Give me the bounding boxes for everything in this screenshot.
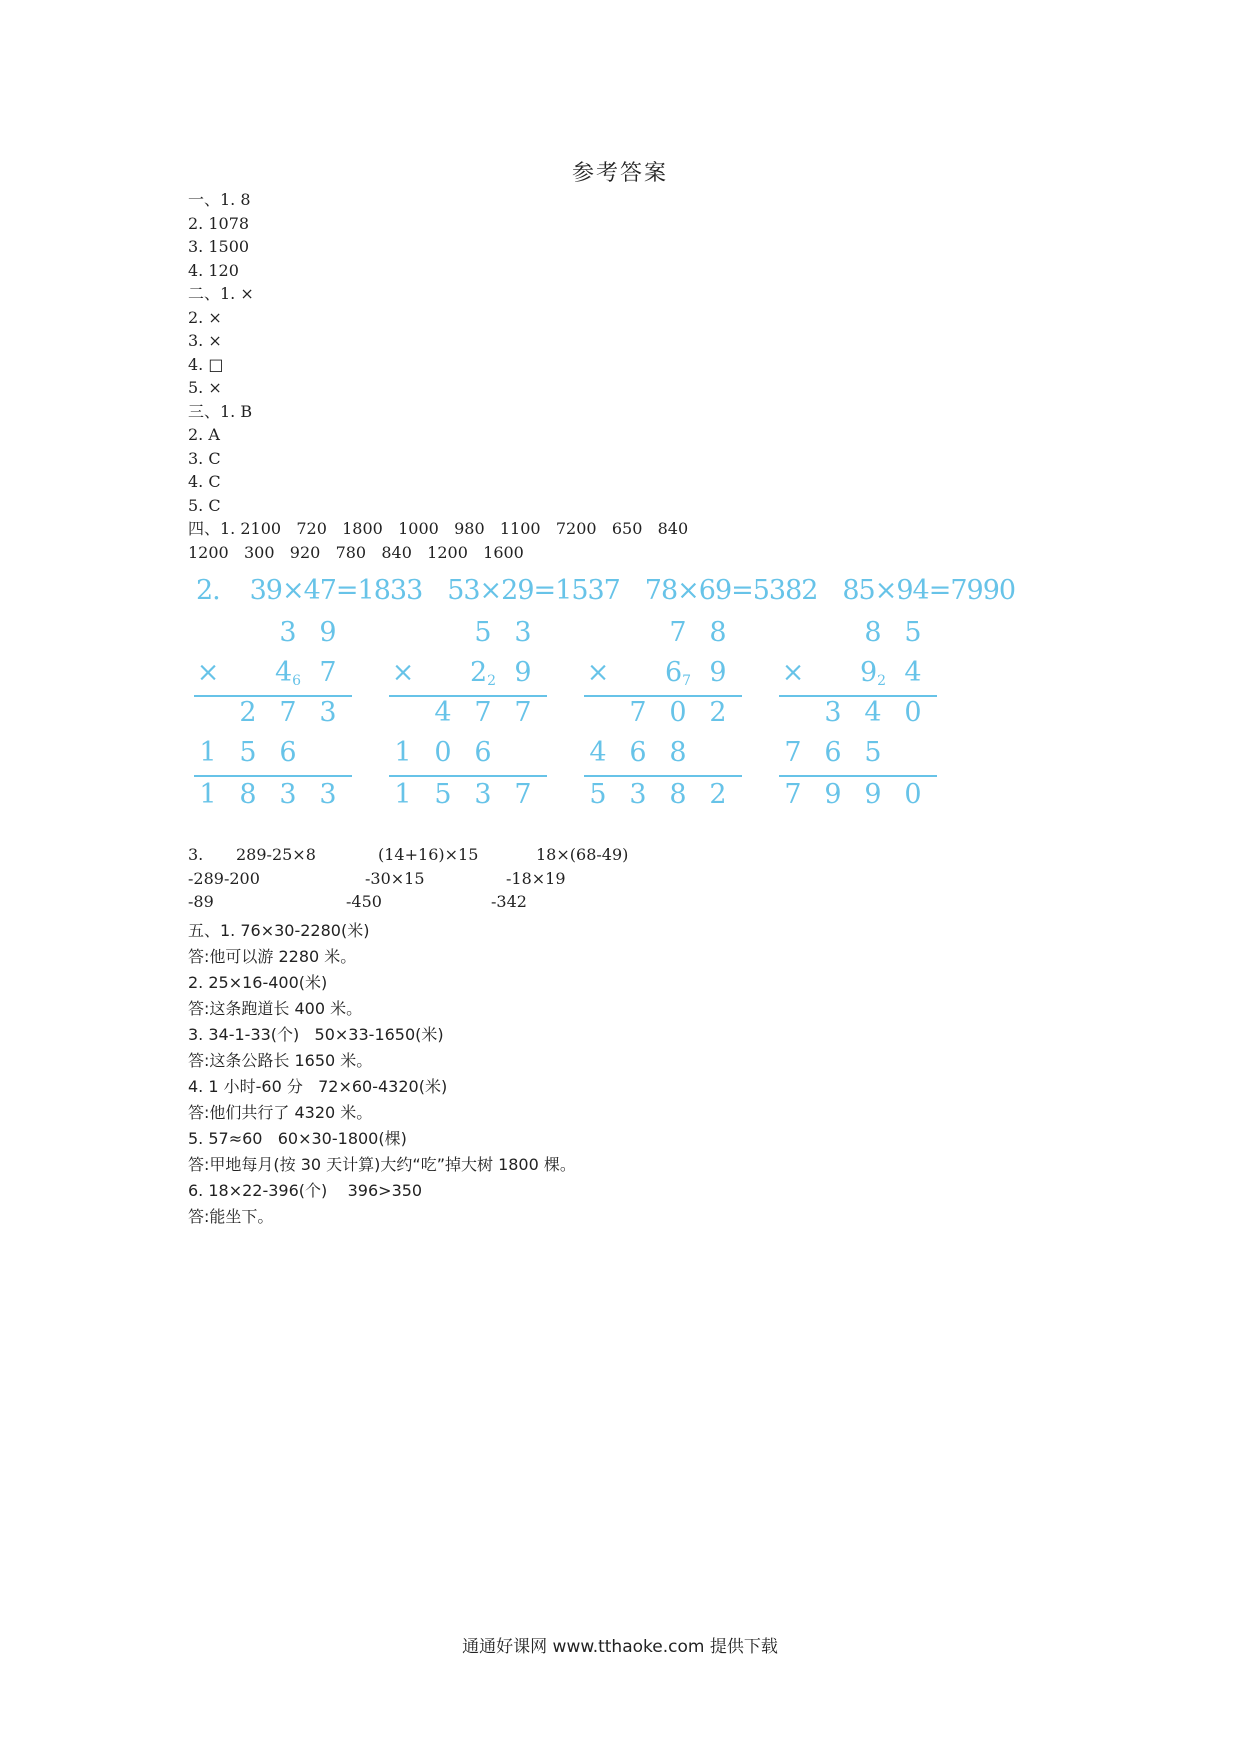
calc-digit: 0 bbox=[904, 779, 922, 810]
calc-digit: 9 bbox=[709, 657, 727, 688]
calc-row-p2 bbox=[773, 737, 938, 777]
q3-result: -342 bbox=[491, 892, 527, 911]
answer-line: 四、1. 2100 720 1800 1000 980 1100 7200 650 840 bbox=[188, 519, 689, 538]
calc-digit: 5 bbox=[864, 737, 882, 768]
answer-line: 答:他可以游 2280 米。 bbox=[188, 947, 357, 966]
answer-line: 2. A bbox=[188, 425, 220, 444]
equation: 78×69=5382 bbox=[644, 575, 818, 606]
calc-digit: 7 bbox=[514, 779, 532, 810]
q3-expr: 18×(68-49) bbox=[536, 845, 629, 864]
answer-line: 4. 1 小时-60 分 72×60-4320(米) bbox=[188, 1077, 448, 1096]
answer-line: 2. 1078 bbox=[188, 213, 250, 233]
answer-line: 3. 34-1-33(个) 50×33-1650(米) bbox=[188, 1025, 444, 1044]
calc-digit: 9 bbox=[514, 657, 532, 688]
times-sign: × bbox=[196, 657, 220, 688]
calc-row-p2 bbox=[383, 737, 548, 777]
carry-digit: 2 bbox=[877, 673, 887, 689]
calc-digit: $4_6$ bbox=[274, 657, 302, 689]
calc-rule bbox=[389, 775, 547, 777]
answer-line: 答:甲地每月(按 30 天计算)大约“吃”掉大树 1800 棵。 bbox=[188, 1155, 576, 1174]
equation: 53×29=1537 bbox=[447, 575, 620, 606]
times-sign: × bbox=[391, 657, 415, 688]
calc-digit: 1 bbox=[394, 779, 412, 810]
calc-digit: 6 bbox=[474, 737, 492, 768]
equation: 85×94=7990 bbox=[842, 575, 1016, 606]
answer-line: 三、1. B bbox=[188, 401, 253, 421]
calc-digit: 8 bbox=[864, 617, 882, 648]
calc-digit: 0 bbox=[434, 737, 452, 768]
answer-line: 2. 25×16-400(米) bbox=[188, 973, 328, 992]
carry-digit: 7 bbox=[682, 673, 692, 689]
answer-line: 五、1. 76×30-2280(米) bbox=[188, 921, 370, 940]
calc-digit: 3 bbox=[319, 779, 337, 810]
calc-digit: 3 bbox=[514, 617, 532, 648]
answer-line: 5. 57≈60 60×30-1800(棵) bbox=[188, 1129, 407, 1148]
calc-digit: 3 bbox=[319, 697, 337, 728]
calc-digit: 5 bbox=[904, 617, 922, 648]
q3-step: -18×19 bbox=[506, 868, 566, 888]
calc-row-mul bbox=[578, 657, 743, 697]
answer-line: 2. × bbox=[188, 307, 222, 327]
calc-digit: 8 bbox=[669, 779, 687, 810]
calc-rule bbox=[194, 775, 352, 777]
calc-digit: 9 bbox=[319, 617, 337, 648]
calc-digit: 3 bbox=[824, 697, 842, 728]
answer-line: 1200 300 920 780 840 1200 1600 bbox=[188, 542, 524, 562]
calc-row-top bbox=[773, 617, 938, 657]
answer-line: 3. × bbox=[188, 331, 222, 350]
calc-digit: 9 bbox=[824, 779, 842, 810]
calc-rule bbox=[389, 695, 547, 697]
carry-digit: 6 bbox=[292, 673, 302, 689]
times-sign: × bbox=[586, 657, 610, 688]
calc-digit: $9_2$ bbox=[859, 657, 887, 689]
calc-row-res bbox=[383, 779, 548, 819]
q3-result: -89 bbox=[188, 892, 214, 911]
answer-line: 3. 1500 bbox=[188, 237, 250, 256]
calc-digit: 5 bbox=[239, 737, 257, 768]
q3-expr: 289-25×8 bbox=[236, 845, 316, 864]
equation-row bbox=[196, 575, 1015, 606]
calc-row-mul bbox=[773, 657, 938, 697]
carry-digit: 2 bbox=[487, 673, 497, 689]
calc-rule bbox=[779, 775, 937, 777]
calc-digit: 0 bbox=[669, 697, 687, 728]
answer-line: 一、1. 8 bbox=[188, 190, 251, 209]
calc-digit: 8 bbox=[709, 617, 727, 648]
section5-answers bbox=[188, 918, 576, 1230]
calc-row-res bbox=[188, 779, 353, 819]
calc-digit: 2 bbox=[709, 697, 727, 728]
calc-rule bbox=[779, 695, 937, 697]
calc-digit: 8 bbox=[239, 779, 257, 810]
answer-line: 5. C bbox=[188, 495, 221, 515]
calc-digit: 9 bbox=[864, 779, 882, 810]
equation: 39×47=1833 bbox=[249, 575, 423, 606]
calc-digit: 1 bbox=[394, 737, 412, 768]
calc-row-p2 bbox=[578, 737, 743, 777]
q3-expr: (14+16)×15 bbox=[378, 845, 479, 864]
calc-row-res bbox=[773, 779, 938, 819]
answer-line: 6. 18×22-396(个) 396>350 bbox=[188, 1181, 423, 1200]
q3-step: -289-200 bbox=[188, 868, 260, 888]
calc-digit: 7 bbox=[669, 617, 687, 648]
q3-label: 3. bbox=[188, 845, 204, 864]
q3-step: -30×15 bbox=[365, 868, 425, 888]
calc-digit: 3 bbox=[629, 779, 647, 810]
q3-result: -450 bbox=[346, 892, 382, 911]
calc-digit: 3 bbox=[474, 779, 492, 810]
calc-digit: 5 bbox=[434, 779, 452, 810]
calc-digit: 7 bbox=[784, 779, 802, 810]
calc-digit: 7 bbox=[784, 737, 802, 768]
calc-digit: 6 bbox=[279, 737, 297, 768]
calc-digit: 5 bbox=[589, 779, 607, 810]
calc-row-top bbox=[578, 617, 743, 657]
calc-digit: 4 bbox=[589, 737, 607, 768]
calc-digit: 3 bbox=[279, 617, 297, 648]
footer-credit: 通通好课网 www.tthaoke.com 提供下载 bbox=[462, 1637, 778, 1657]
calc-digit: 7 bbox=[629, 697, 647, 728]
answer-line: 答:他们共行了 4320 米。 bbox=[188, 1103, 373, 1122]
calc-digit: $2_2$ bbox=[469, 657, 497, 689]
answer-line: 答:这条跑道长 400 米。 bbox=[188, 999, 363, 1018]
calc-rule bbox=[584, 775, 742, 777]
calc-digit: 1 bbox=[199, 779, 217, 810]
calc-rule bbox=[194, 695, 352, 697]
answer-line: 4. 120 bbox=[188, 260, 239, 280]
calc-row-p2 bbox=[188, 737, 353, 777]
answer-line: 答:能坐下。 bbox=[188, 1207, 274, 1226]
calc-digit: 2 bbox=[239, 697, 257, 728]
calc-digit: 0 bbox=[904, 697, 922, 728]
answer-line: 3. C bbox=[188, 448, 221, 468]
calc-rule bbox=[584, 695, 742, 697]
calc-digit: 6 bbox=[824, 737, 842, 768]
calc-digit: 6 bbox=[629, 737, 647, 768]
calc-digit: 4 bbox=[864, 697, 882, 728]
calc-digit: 2 bbox=[709, 779, 727, 810]
times-sign: × bbox=[781, 657, 805, 688]
calc-digit: 7 bbox=[474, 697, 492, 728]
answer-line: 答:这条公路长 1650 米。 bbox=[188, 1051, 373, 1070]
answer-line: 4. □ bbox=[188, 354, 224, 374]
calc-row-mul bbox=[188, 657, 353, 697]
calc-digit: 4 bbox=[904, 657, 922, 688]
calc-digit: 4 bbox=[434, 697, 452, 728]
answer-line: 4. C bbox=[188, 472, 221, 491]
answer-line: 5. × bbox=[188, 378, 222, 397]
calc-row-p1 bbox=[383, 697, 548, 737]
answers-sections-1-4 bbox=[188, 188, 688, 564]
calc-digit: 5 bbox=[474, 617, 492, 648]
calc-row-p1 bbox=[578, 697, 743, 737]
calc-row-mul bbox=[383, 657, 548, 697]
calc-row-p1 bbox=[188, 697, 353, 737]
calc-digit: 7 bbox=[514, 697, 532, 728]
page-title: 参考答案 bbox=[571, 161, 668, 186]
calc-row-p1 bbox=[773, 697, 938, 737]
calc-row-top bbox=[383, 617, 548, 657]
calc-digit: 7 bbox=[319, 657, 337, 688]
calc-digit: 1 bbox=[199, 737, 217, 768]
calc-digit: 7 bbox=[279, 697, 297, 728]
vertical-multiplication-block bbox=[188, 575, 1016, 825]
calc-digit: 3 bbox=[279, 779, 297, 810]
answer-line: 二、1. × bbox=[188, 284, 254, 303]
calc-digit: 8 bbox=[669, 737, 687, 768]
calc-row-res bbox=[578, 779, 743, 819]
calc-digit: $6_7$ bbox=[664, 657, 692, 689]
equation-label: 2. bbox=[196, 575, 220, 606]
calc-row-top bbox=[188, 617, 353, 657]
